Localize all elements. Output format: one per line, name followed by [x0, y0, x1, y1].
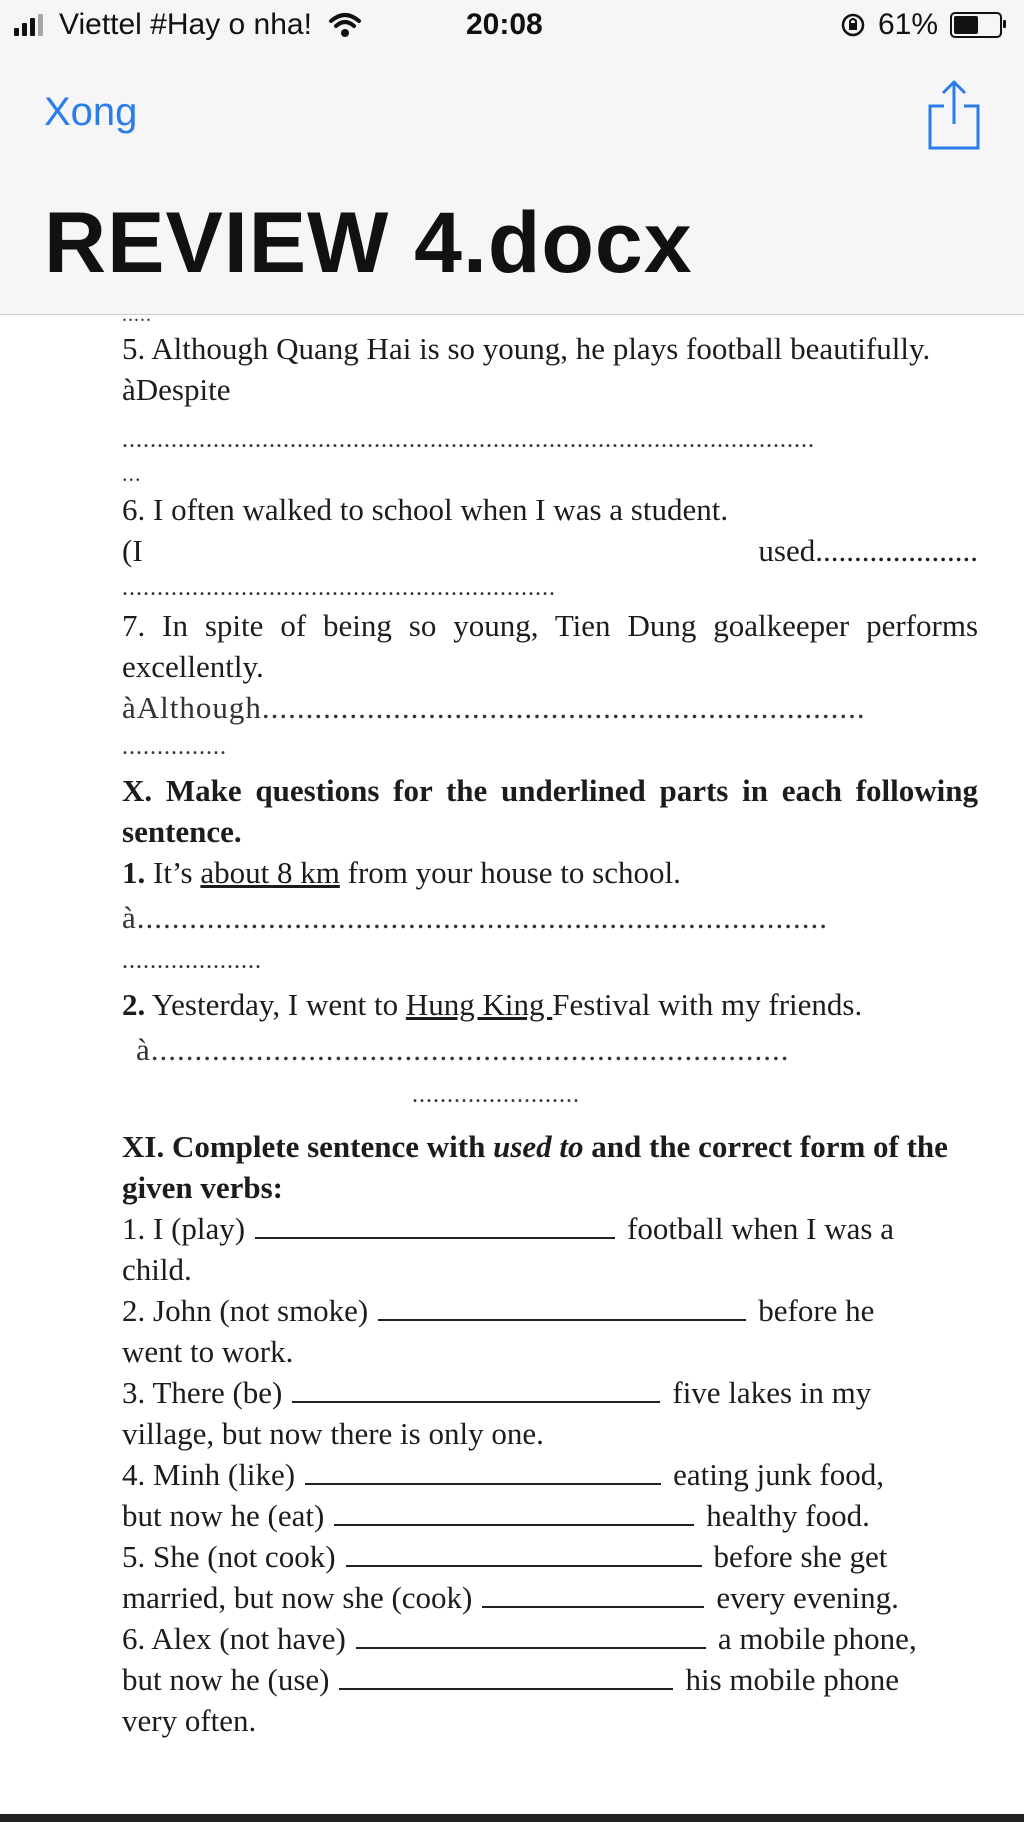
s10-q1-number: 1.: [122, 855, 146, 890]
s10-q2-sentence: [122, 984, 978, 1025]
signal-icon: [14, 14, 43, 36]
carrier-label: Viettel #Hay o nha!: [59, 8, 312, 41]
section-x-title: X. Make questions for the underlined parts in each following sentence.: [122, 773, 978, 849]
xi-3-cont: village, but now there is only one.: [122, 1416, 544, 1451]
cutoff-edge: [0, 1814, 1024, 1822]
xi-item-5b: [122, 1577, 978, 1618]
xi-item-3: [122, 1372, 978, 1413]
xi-6-blank-1[interactable]: [356, 1619, 706, 1649]
xi-6-blank-2[interactable]: [339, 1660, 673, 1690]
xi-5-cont-suffix: every evening.: [716, 1580, 899, 1615]
xi-2-blank[interactable]: [378, 1291, 746, 1321]
status-bar: [0, 0, 1024, 56]
s10-q2-answer-line: ........................: [412, 1082, 580, 1108]
xi-item-5: [122, 1536, 978, 1577]
xi-3-suffix: five lakes in my: [672, 1375, 872, 1410]
xi-4-cont-prefix: but now he (eat): [122, 1498, 325, 1533]
battery-percent: 61%: [877, 8, 938, 41]
xi-1-prefix: 1. I (play): [122, 1211, 246, 1246]
status-left: [14, 8, 362, 42]
q6-prompt-row: [122, 530, 978, 571]
xi-5-cont-prefix: married, but now she (cook): [122, 1580, 473, 1615]
xi-item-6b: [122, 1659, 978, 1700]
xi-item-1: [122, 1208, 978, 1249]
xi-6-cont-suffix: his mobile phone: [685, 1662, 900, 1697]
section-xi-emphasis: used to: [493, 1129, 584, 1164]
q6-number: 6.: [122, 492, 146, 527]
s10-q1-prompt: à...............................................................................: [122, 900, 829, 935]
xi-6-cont-prefix: but now he (use): [122, 1662, 330, 1697]
q6-text: I often walked to school when I was a student.: [153, 492, 729, 527]
q6-prompt-right: used.....................: [758, 533, 978, 568]
xi-6-suffix: a mobile phone,: [717, 1621, 917, 1656]
q7-prompt: àAlthough.....................................................................: [122, 690, 866, 725]
xi-6-cont: very often.: [122, 1703, 257, 1738]
document-title: REVIEW 4.docx: [44, 195, 693, 291]
q7-number: 7.: [122, 608, 146, 643]
q7-text: In spite of being so young, Tien Dung goalkeeper performs excellently.: [122, 608, 979, 684]
q6-sentence: [122, 489, 978, 530]
clock: 20:08: [466, 8, 543, 41]
section-xi-post: and the correct form of the given verbs:: [122, 1129, 948, 1205]
xi-1-cont: child.: [122, 1252, 192, 1287]
q7-answer-line: ...............: [122, 734, 227, 760]
q5-text: Although Quang Hai is so young, he plays football beautifully.: [151, 331, 931, 366]
xi-item-4b: [122, 1495, 978, 1536]
xi-item-4: [122, 1454, 978, 1495]
q6-answer-line: ..............................................................: [122, 575, 556, 601]
xi-6-prefix: 6. Alex (not have): [122, 1621, 346, 1656]
status-right: [840, 8, 1002, 42]
top-dots: .....: [122, 308, 152, 322]
q6-prompt-left: (I: [122, 533, 143, 568]
section-xi-title: [122, 1126, 978, 1208]
xi-1-suffix: football when I was a: [627, 1211, 894, 1246]
xi-2-suffix: before he: [758, 1293, 875, 1328]
battery-icon: [950, 12, 1002, 38]
viewer-header: [0, 56, 1024, 315]
q5-answer-line: ...................................................................................................: [122, 427, 815, 453]
s10-q1-answer-line: ....................: [122, 948, 262, 974]
section-xi-pre: XI. Complete sentence with: [122, 1129, 494, 1164]
xi-5-prefix: 5. She (not cook): [122, 1539, 336, 1574]
xi-4-blank-1[interactable]: [305, 1455, 661, 1485]
xi-5-suffix: before she get: [713, 1539, 888, 1574]
xi-4-blank-2[interactable]: [334, 1496, 694, 1526]
s10-q2-pre: Yesterday, I went to: [151, 987, 406, 1022]
s10-q1-pre: It’s: [153, 855, 201, 890]
xi-5-blank-2[interactable]: [482, 1578, 704, 1608]
q5-number: 5.: [122, 331, 146, 366]
xi-3-blank[interactable]: [292, 1373, 660, 1403]
s10-q1-sentence: [122, 852, 978, 893]
orientation-lock-icon: [840, 12, 866, 38]
s10-q2-prompt: à.........................................................................: [136, 1032, 790, 1067]
wifi-icon: [328, 12, 362, 38]
xi-5-blank-1[interactable]: [346, 1537, 702, 1567]
s10-q1-post: from your house to school.: [339, 855, 681, 890]
xi-2-prefix: 2. John (not smoke): [122, 1293, 369, 1328]
xi-1-blank[interactable]: [255, 1209, 615, 1239]
xi-3-prefix: 3. There (be): [122, 1375, 283, 1410]
s10-q2-post: Festival with my friends.: [552, 987, 863, 1022]
q5-prompt: àDespite: [122, 372, 231, 407]
share-icon[interactable]: [924, 78, 984, 152]
xi-4-cont-suffix: healthy food.: [706, 1498, 870, 1533]
done-button[interactable]: Xong: [44, 90, 138, 134]
xi-item-2: [122, 1290, 978, 1331]
q7-sentence: [122, 605, 978, 687]
xi-2-cont: went to work.: [122, 1334, 294, 1369]
xi-item-6: [122, 1618, 978, 1659]
s10-q1-underlined: about 8 km: [200, 855, 340, 890]
xi-4-prefix: 4. Minh (like): [122, 1457, 296, 1492]
s10-q2-underlined: Hung King: [405, 987, 553, 1022]
xi-4-suffix: eating junk food,: [673, 1457, 884, 1492]
q5-sentence: [122, 328, 978, 369]
s10-q2-number: 2.: [122, 987, 146, 1022]
document-body: [122, 308, 979, 1741]
q5-tail: ...: [122, 461, 142, 486]
